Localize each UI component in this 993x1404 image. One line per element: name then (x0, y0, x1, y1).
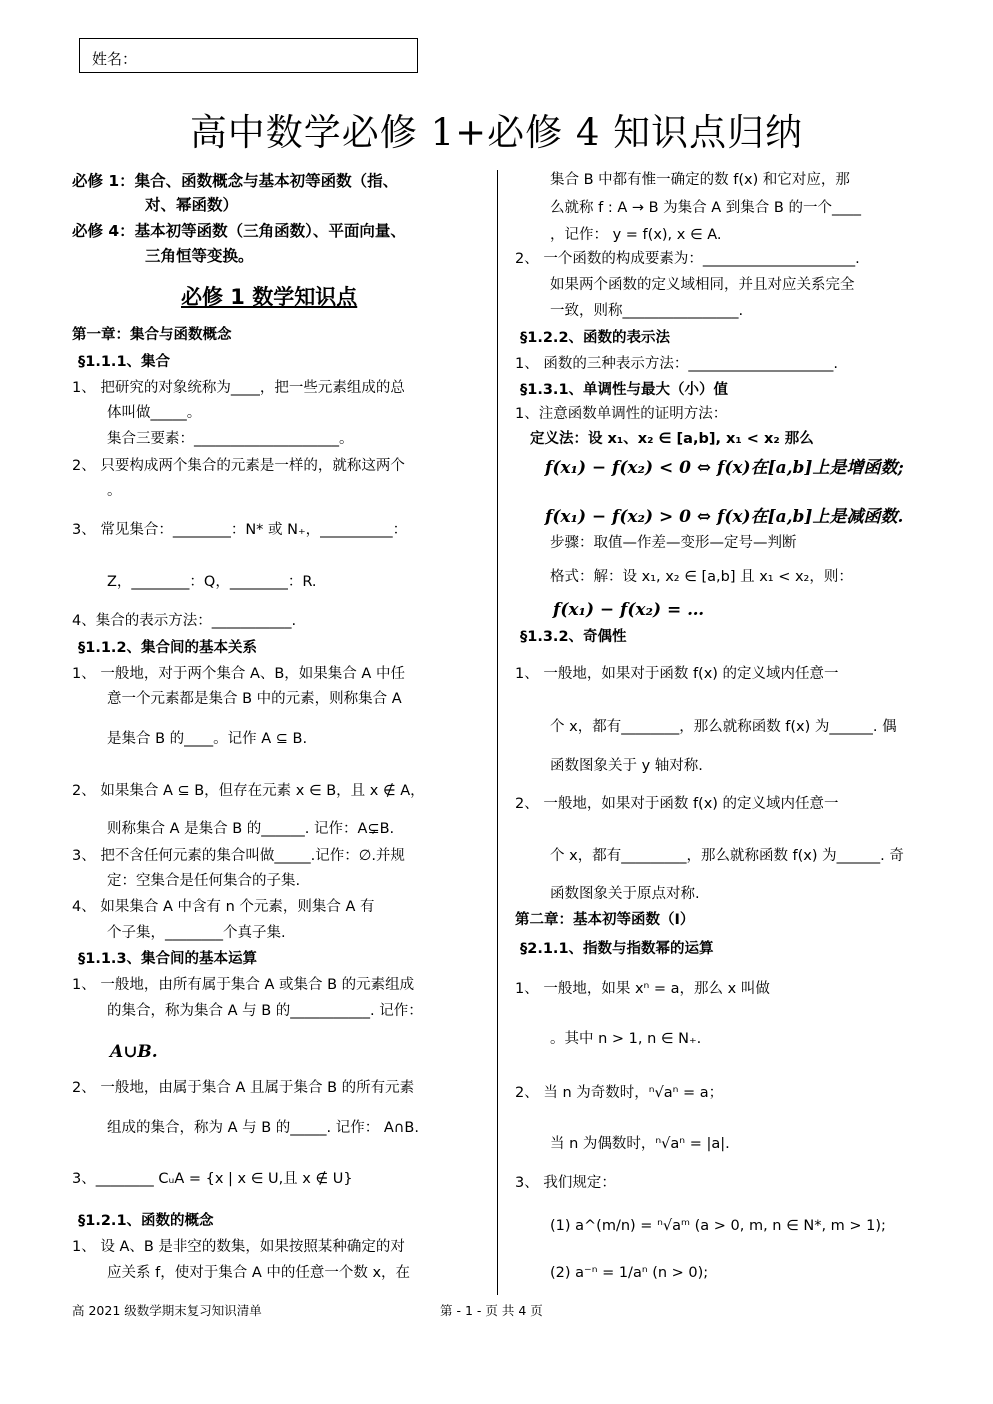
text-line: 2、 当 n 为奇数时，ⁿ√aⁿ = a； (515, 1085, 724, 1101)
text-line: 格式：解：设 x₁, x₂ ∈ [a,b] 且 x₁ < x₂，则： (550, 569, 853, 585)
footer-page-number: 第 - 1 - 页 共 4 页 (440, 1303, 543, 1318)
text-line: 是集合 B 的____。记作 A ⊆ B. (107, 731, 308, 747)
text-line: 1、 设 A、B 是非空的数集，如果按照某种确定的对 (72, 1239, 405, 1255)
text-line: 意一个元素都是集合 B 中的元素，则称集合 A (107, 691, 402, 707)
section-heading: §1.1.1、集合 (78, 354, 171, 370)
text-line: 定：空集合是任何集合的子集. (107, 873, 301, 889)
math-line: f(x₁) − f(x₂) > 0 ⇔ f(x)在[a,b]上是减函数. (545, 507, 904, 527)
text-line: 4、 如果集合 A 中含有 n 个元素，则集合 A 有 (72, 899, 375, 915)
text-line: 集合三要素：____________________。 (107, 431, 354, 447)
text-line: 函数图象关于 y 轴对称. (550, 758, 703, 774)
text-line: 1、 把研究的对象统称为____，把一些元素组成的总 (72, 380, 405, 396)
name-field-box (79, 38, 418, 73)
text-line: 如果两个函数的定义域相同，并且对应关系完全 (550, 277, 855, 293)
section-heading: §1.2.1、函数的概念 (78, 1213, 214, 1229)
text-line: 3、 我们规定： (515, 1175, 616, 1191)
text-line: 2、 一个函数的构成要素为：_____________________. (515, 251, 860, 267)
text-line: 3、 常见集合：________：N* 或 N₊，__________： (72, 522, 408, 538)
intro-line: 三角恒等变换。 (145, 247, 254, 265)
text-line: 组成的集合，称为 A 与 B 的_____. 记作： A∩B. (107, 1120, 419, 1136)
section-heading: §1.3.2、奇偶性 (520, 629, 627, 645)
text-line: 函数图象关于原点对称. (550, 886, 700, 902)
text-line: 当 n 为偶数时，ⁿ√aⁿ = |a|. (550, 1136, 730, 1152)
section-heading: §1.3.1、单调性与最大（小）值 (520, 382, 729, 398)
section-heading: §1.2.2、函数的表示法 (520, 330, 671, 346)
text-line: 。 (107, 483, 122, 499)
text-line: ，记作： y = f(x), x ∈ A. (550, 227, 722, 243)
math-line: A∪B. (110, 1042, 158, 1062)
text-line: 体叫做_____。 (107, 405, 202, 421)
intro-line: 必修 1：集合、函数概念与基本初等函数（指、 (72, 172, 399, 190)
column-divider (497, 170, 498, 1295)
text-line: (1) a^(m/n) = ⁿ√aᵐ (a > 0, m, n ∈ N*, m > 1); (550, 1218, 886, 1234)
text-line: 应关系 f，使对于集合 A 中的任意一个数 x，在 (107, 1265, 411, 1281)
section-heading: §1.1.2、集合间的基本关系 (78, 640, 258, 656)
text-line: 集合 B 中都有惟一确定的数 f(x) 和它对应，那 (550, 172, 850, 188)
intro-line: 必修 4：基本初等函数（三角函数）、平面向量、 (72, 222, 406, 240)
chapter-heading: 第二章：基本初等函数（Ⅰ） (515, 912, 695, 928)
text-line: 的集合，称为集合 A 与 B 的___________. 记作： (107, 1003, 423, 1019)
text-line: 3、________ CᵤA = {x | x ∈ U,且 x ∉ U} (72, 1171, 353, 1187)
text-line: 个子集，________个真子集. (107, 925, 286, 941)
text-line: 。其中 n > 1, n ∈ N₊. (550, 1031, 702, 1047)
footer-left: 高 2021 级数学期末复习知识清单 (72, 1303, 262, 1318)
text-line: 3、 把不含任何元素的集合叫做_____.记作：∅.并规 (72, 848, 405, 864)
text-line: 么就称 f : A → B 为集合 A 到集合 B 的一个____ (550, 200, 861, 216)
text-line: 2、 一般地，由属于集合 A 且属于集合 B 的所有元素 (72, 1080, 415, 1096)
text-line: 个 x，都有________，那么就称函数 f(x) 为______. 偶 (550, 719, 897, 735)
section-heading: §1.1.3、集合间的基本运算 (78, 951, 258, 967)
text-line: 2、 如果集合 A ⊆ B，但存在元素 x ∈ B，且 x ∉ A， (72, 783, 425, 799)
math-line: f(x₁) − f(x₂) = … (553, 600, 705, 620)
chapter-heading: 第一章：集合与函数概念 (72, 327, 232, 343)
text-line: 一致，则称________________. (550, 303, 744, 319)
text-line: 2、 只要构成两个集合的元素是一样的，就称这两个 (72, 458, 405, 474)
text-line: 步骤：取值—作差—变形—定号—判断 (550, 535, 797, 551)
page-title: 高中数学必修 1+必修 4 知识点归纳 (189, 111, 804, 154)
text-line: 1、 一般地，对于两个集合 A、B，如果集合 A 中任 (72, 666, 405, 682)
text-line: 1、 函数的三种表示方法：____________________. (515, 356, 838, 372)
text-line: Z，________：Q，________：R. (107, 574, 317, 590)
section-heading: §2.1.1、指数与指数幂的运算 (520, 941, 714, 957)
text-line: 个 x，都有_________，那么就称函数 f(x) 为______. 奇 (550, 848, 904, 864)
text-line: 4、集合的表示方法：___________. (72, 613, 297, 629)
text-line: 1、 一般地，由所有属于集合 A 或集合 B 的元素组成 (72, 977, 415, 993)
text-line: 2、 一般地，如果对于函数 f(x) 的定义域内任意一 (515, 796, 839, 812)
text-line: 1、注意函数单调性的证明方法： (515, 406, 728, 422)
text-line: 定义法：设 x₁、x₂ ∈ [a,b], x₁ < x₂ 那么 (530, 431, 814, 447)
math-line: f(x₁) − f(x₂) < 0 ⇔ f(x)在[a,b]上是增函数; (545, 458, 904, 478)
name-label: 姓名： (92, 50, 138, 68)
text-line: (2) a⁻ⁿ = 1/aⁿ (n > 0); (550, 1265, 709, 1281)
section-subtitle: 必修 1 数学知识点 (181, 285, 358, 309)
text-line: 则称集合 A 是集合 B 的______. 记作：A⊊B. (107, 821, 395, 837)
text-line: 1、 一般地，如果对于函数 f(x) 的定义域内任意一 (515, 666, 839, 682)
text-line: 1、 一般地，如果 xⁿ = a，那么 x 叫做 (515, 981, 770, 997)
intro-line: 对、幂函数） (145, 196, 239, 214)
